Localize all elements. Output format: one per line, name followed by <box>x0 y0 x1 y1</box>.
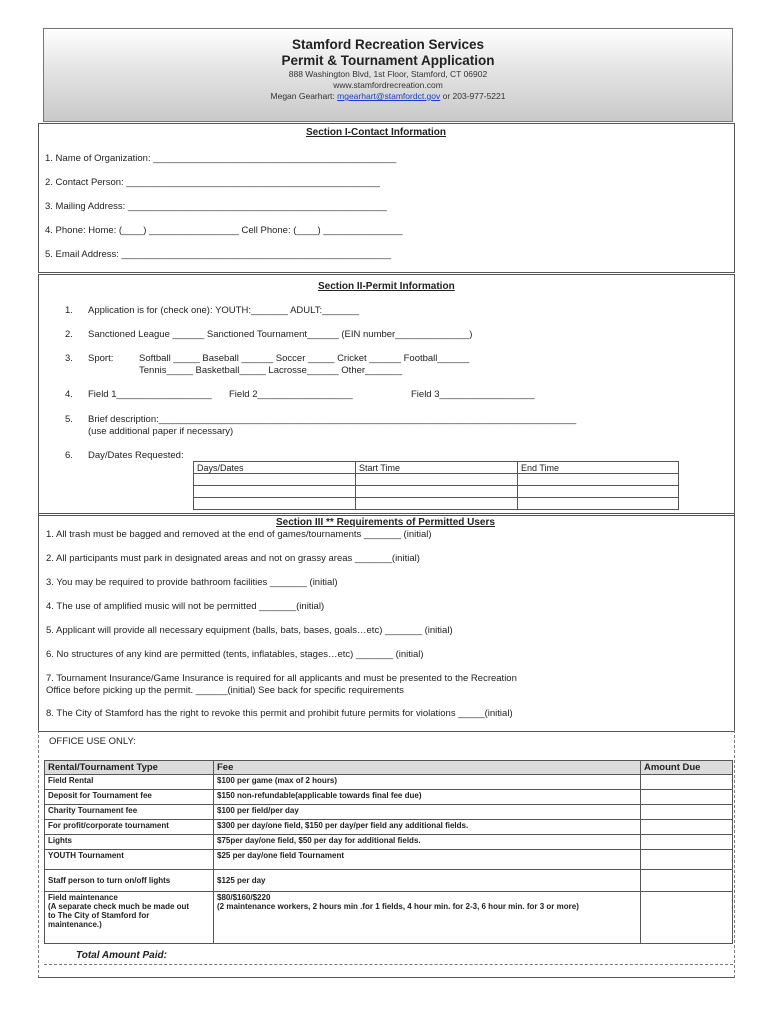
requirement-7-line-2[interactable]: Office before picking up the permit. ______(initial) See back for specific requirements <box>46 685 404 696</box>
rental-type-cell: YOUTH Tournament <box>45 850 214 870</box>
contact-email-link[interactable]: mgearhart@stamfordct.gov <box>337 91 441 101</box>
mailing-address-field[interactable]: 3. Mailing Address: _________________________________________________ <box>45 201 387 212</box>
field-3-input[interactable]: Field 3__________________ <box>411 389 535 400</box>
brief-description-note: (use additional paper if necessary) <box>88 426 234 437</box>
fee-cell: $100 per field/per day <box>214 805 641 820</box>
table-row <box>45 850 733 870</box>
fee-cell: $25 per day/one field Tournament <box>214 850 641 870</box>
fee-table <box>44 760 733 944</box>
table-row <box>45 835 733 850</box>
brief-description-field[interactable]: Brief description:_______________________________________________________________________________ <box>88 414 577 425</box>
dates-header-start: Start Time <box>356 462 518 474</box>
fee-cell: $150 non-refundable(applicable towards final fee due) <box>214 790 641 805</box>
start-time-cell[interactable] <box>356 498 518 510</box>
amount-due-cell[interactable] <box>641 790 733 805</box>
item-6-num: 6. <box>65 450 73 461</box>
dates-header-end: End Time <box>518 462 679 474</box>
table-row <box>45 870 733 892</box>
field-2-input[interactable]: Field 2__________________ <box>229 389 353 400</box>
requirement-3[interactable]: 3. You may be required to provide bathroom facilities _______ (initial) <box>46 577 338 588</box>
table-row <box>45 892 733 944</box>
league-tournament-field[interactable]: Sanctioned League ______ Sanctioned Tournament______ (EIN number______________) <box>88 329 473 340</box>
item-5-num: 5. <box>65 414 73 425</box>
requirement-1[interactable]: 1. All trash must be bagged and removed at the end of games/tournaments _______ (initial) <box>46 529 432 540</box>
requirement-7-line-1: 7. Tournament Insurance/Game Insurance is required for all applicants and must be presented to the Recreation <box>46 673 517 684</box>
requirement-5[interactable]: 5. Applicant will provide all necessary equipment (balls, bats, bases, goals…etc) _______ (initial) <box>46 625 453 636</box>
fee-cell: $75per day/one field, $50 per day for additional fields. <box>214 835 641 850</box>
rental-type-cell: Charity Tournament fee <box>45 805 214 820</box>
rental-type-cell: Staff person to turn on/off lights <box>45 870 214 892</box>
item-1-num: 1. <box>65 305 73 316</box>
email-field[interactable]: 5. Email Address: ___________________________________________________ <box>45 249 392 260</box>
table-row <box>45 820 733 835</box>
table-row <box>45 790 733 805</box>
date-cell[interactable] <box>194 498 356 510</box>
fee-cell: $100 per game (max of 2 hours) <box>214 775 641 790</box>
sport-label: Sport: <box>88 353 114 364</box>
youth-adult-field[interactable]: Application is for (check one): YOUTH:_______ ADULT:_______ <box>88 305 360 316</box>
sport-options-line-2[interactable]: Tennis_____ Basketball_____ Lacrosse______ Other_______ <box>139 365 403 376</box>
table-row <box>194 474 679 486</box>
table-row <box>45 805 733 820</box>
end-time-cell[interactable] <box>518 474 679 486</box>
header-fee: Fee <box>214 761 641 775</box>
date-cell[interactable] <box>194 474 356 486</box>
rental-type-cell: For profit/corporate tournament <box>45 820 214 835</box>
contact-person-field[interactable]: 2. Contact Person: ________________________________________________ <box>45 177 380 188</box>
date-cell[interactable] <box>194 486 356 498</box>
header-amount-due: Amount Due <box>641 761 733 775</box>
maintenance-fee-cell: $80/$160/$220 (2 maintenance workers, 2 hours min .for 1 fields, 4 hour min. for 2-3, 6 hour min. for 3 or more) <box>214 892 641 944</box>
organization-title: Stamford Recreation Services <box>291 37 485 52</box>
form-header <box>43 28 733 122</box>
end-time-cell[interactable] <box>518 486 679 498</box>
amount-due-cell[interactable] <box>641 850 733 870</box>
office-use-label: OFFICE USE ONLY: <box>49 736 136 747</box>
website: www.stamfordrecreation.com <box>333 80 443 90</box>
amount-due-cell[interactable] <box>641 835 733 850</box>
requirement-8[interactable]: 8. The City of Stamford has the right to revoke this permit and prohibit future permits for violations _____(initial) <box>46 708 513 719</box>
org-name-field[interactable]: 1. Name of Organization: ______________________________________________ <box>45 153 397 164</box>
amount-due-cell[interactable] <box>641 775 733 790</box>
table-row <box>194 498 679 510</box>
requirement-2[interactable]: 2. All participants must park in designated areas and not on grassy areas _______(initial) <box>46 553 420 564</box>
rental-type-cell: Field Rental <box>45 775 214 790</box>
fee-cell: $300 per day/one field, $150 per day/per field any additional fields. <box>214 820 641 835</box>
table-row <box>45 775 733 790</box>
fee-cell: $125 per day <box>214 870 641 892</box>
amount-due-cell[interactable] <box>641 820 733 835</box>
section-3-frame <box>38 513 735 732</box>
amount-due-cell[interactable] <box>641 892 733 944</box>
rental-type-cell: Lights <box>45 835 214 850</box>
requirement-4[interactable]: 4. The use of amplified music will not be permitted _______(initial) <box>46 601 325 612</box>
start-time-cell[interactable] <box>356 486 518 498</box>
dates-header-days: Days/Dates <box>194 462 356 474</box>
form-title: Permit & Tournament Application <box>281 53 495 68</box>
contact-line: Megan Gearhart: mgearhart@stamfordct.gov or 203-977-5221 <box>270 91 506 101</box>
total-amount-paid-label: Total Amount Paid: <box>76 950 167 961</box>
sport-options-line-1[interactable]: Softball _____ Baseball ______ Soccer _____ Cricket ______ Football______ <box>139 353 470 364</box>
requirement-6[interactable]: 6. No structures of any kind are permitted (tents, inflatables, stages…etc) _______ (initial) <box>46 649 424 660</box>
phone-field[interactable]: 4. Phone: Home: (____) _________________ Cell Phone: (____) _______________ <box>45 225 403 236</box>
item-2-num: 2. <box>65 329 73 340</box>
maintenance-type-cell: Field maintenance (A separate check much be made out to The City of Stamford for maintenance.) <box>45 892 214 944</box>
section-3-title: Section III ** Requirements of Permitted Users <box>276 517 495 528</box>
dates-table <box>193 461 679 510</box>
dates-requested-label: Day/Dates Requested: <box>88 450 184 461</box>
dates-table-header <box>194 462 679 474</box>
address: 888 Washington Blvd, 1st Floor, Stamford, CT 06902 <box>288 69 488 79</box>
section-1-title: Section I-Contact Information <box>306 127 446 138</box>
total-amount-underline[interactable] <box>44 964 733 965</box>
field-1-input[interactable]: Field 1__________________ <box>88 389 212 400</box>
header-rental-type: Rental/Tournament Type <box>45 761 214 775</box>
section-2-title: Section II-Permit Information <box>318 281 455 292</box>
start-time-cell[interactable] <box>356 474 518 486</box>
rental-type-cell: Deposit for Tournament fee <box>45 790 214 805</box>
table-row <box>194 486 679 498</box>
amount-due-cell[interactable] <box>641 805 733 820</box>
item-4-num: 4. <box>65 389 73 400</box>
end-time-cell[interactable] <box>518 498 679 510</box>
fee-table-header <box>45 761 733 775</box>
item-3-num: 3. <box>65 353 73 364</box>
amount-due-cell[interactable] <box>641 870 733 892</box>
